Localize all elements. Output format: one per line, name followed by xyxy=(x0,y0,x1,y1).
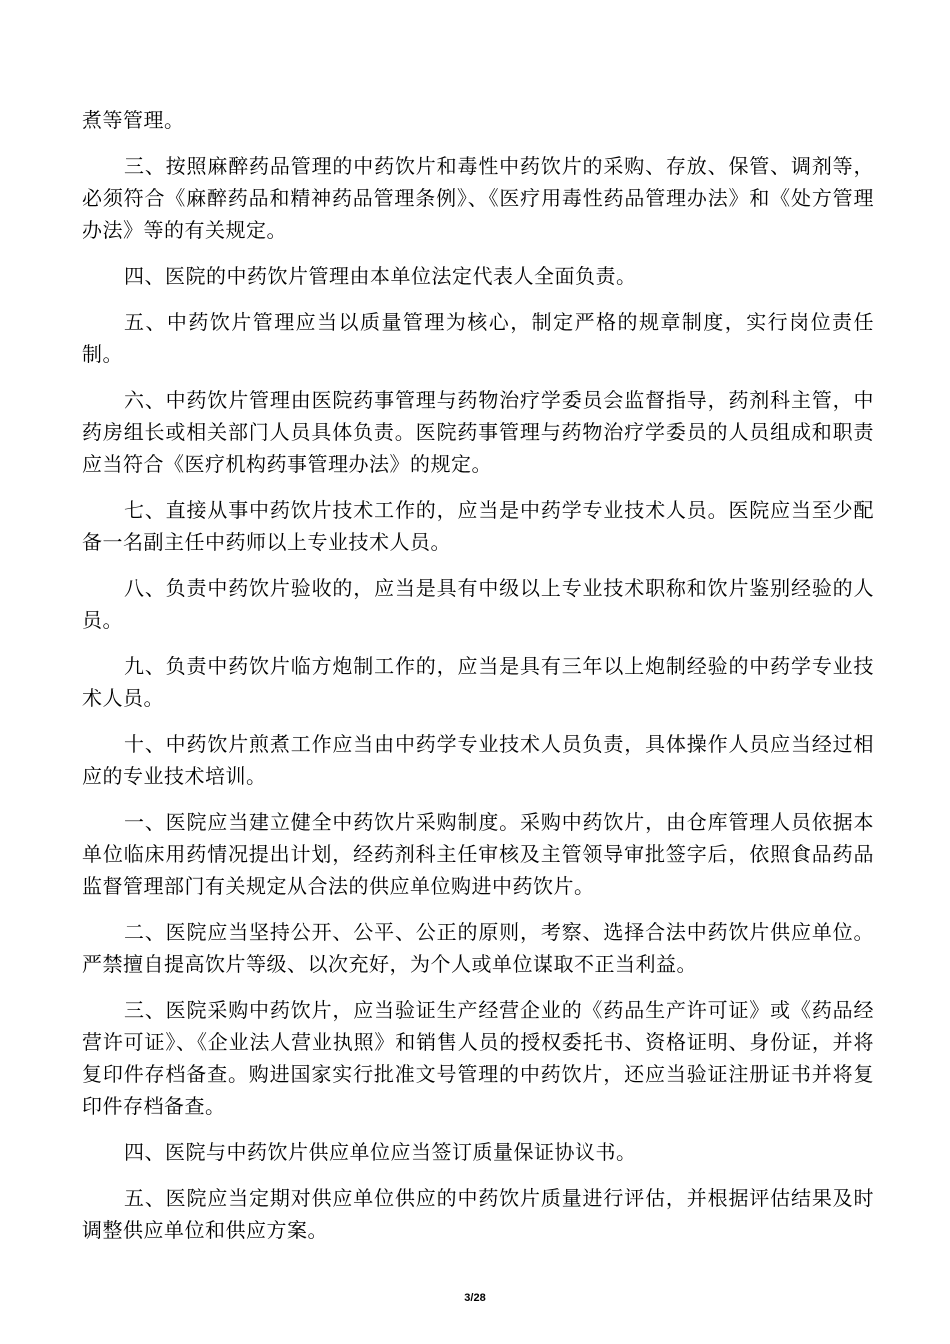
paragraph-clause-3-narcotics: 三、按照麻醉药品管理的中药饮片和毒性中药饮片的采购、存放、保管、调剂等，必须符合《麻醉药品和精神药品管理条例》、《医疗用毒性药品管理办法》和《处方管理办法》等的有关规定。 xyxy=(82,154,874,242)
page-number: 3/28 xyxy=(464,1292,486,1304)
paragraph-purchase-5: 五、医院应当定期对供应单位供应的中药饮片质量进行评估，并根据评估结果及时调整供应单位和供应方案。 xyxy=(82,1186,874,1242)
paragraph-clause-7-staffing: 七、直接从事中药饮片技术工作的，应当是中药学专业技术人员。医院应当至少配备一名副主任中药师以上专业技术人员。 xyxy=(82,498,874,554)
paragraph-purchase-3: 三、医院采购中药饮片，应当验证生产经营企业的《药品生产许可证》或《药品经营许可证》、《企业法人营业执照》和销售人员的授权委托书、资格证明、身份证，并将复印件存档备查。购进国家实行批准文号管理的中药饮片，还应当验证注册证书并将复印件存档备查。 xyxy=(82,998,874,1118)
paragraph-purchase-2: 二、医院应当坚持公开、公平、公正的原则，考察、选择合法中药饮片供应单位。严禁擅自提高饮片等级、以次充好，为个人或单位谋取不正当利益。 xyxy=(82,920,874,976)
paragraph-clause-10-decoction: 十、中药饮片煎煮工作应当由中药学专业技术人员负责，具体操作人员应当经过相应的专业技术培训。 xyxy=(82,732,874,788)
paragraph-clause-6-supervision: 六、中药饮片管理由医院药事管理与药物治疗学委员会监督指导，药剂科主管，中药房组长或相关部门人员具体负责。医院药事管理与药物治疗学委员的人员组成和职责应当符合《医疗机构药事管理办法》的规定。 xyxy=(82,388,874,476)
paragraph-clause-5-quality: 五、中药饮片管理应当以质量管理为核心，制定严格的规章制度，实行岗位责任制。 xyxy=(82,310,874,366)
paragraph-clause-9-processing: 九、负责中药饮片临方炮制工作的，应当是具有三年以上炮制经验的中药学专业技术人员。 xyxy=(82,654,874,710)
paragraph-clause-4-responsibility: 四、医院的中药饮片管理由本单位法定代表人全面负责。 xyxy=(124,264,637,288)
paragraph-continuation: 煮等管理。 xyxy=(82,108,185,132)
paragraph-purchase-4: 四、医院与中药饮片供应单位应当签订质量保证协议书。 xyxy=(124,1140,637,1164)
paragraph-purchase-1: 一、医院应当建立健全中药饮片采购制度。采购中药饮片，由仓库管理人员依据本单位临床用药情况提出计划，经药剂科主任审核及主管领导审批签字后，依照食品药品监督管理部门有关规定从合法的供应单位购进中药饮片。 xyxy=(82,810,874,898)
paragraph-clause-8-acceptance: 八、负责中药饮片验收的，应当是具有中级以上专业技术职称和饮片鉴别经验的人员。 xyxy=(82,576,874,632)
body-text xyxy=(82,104,874,1260)
